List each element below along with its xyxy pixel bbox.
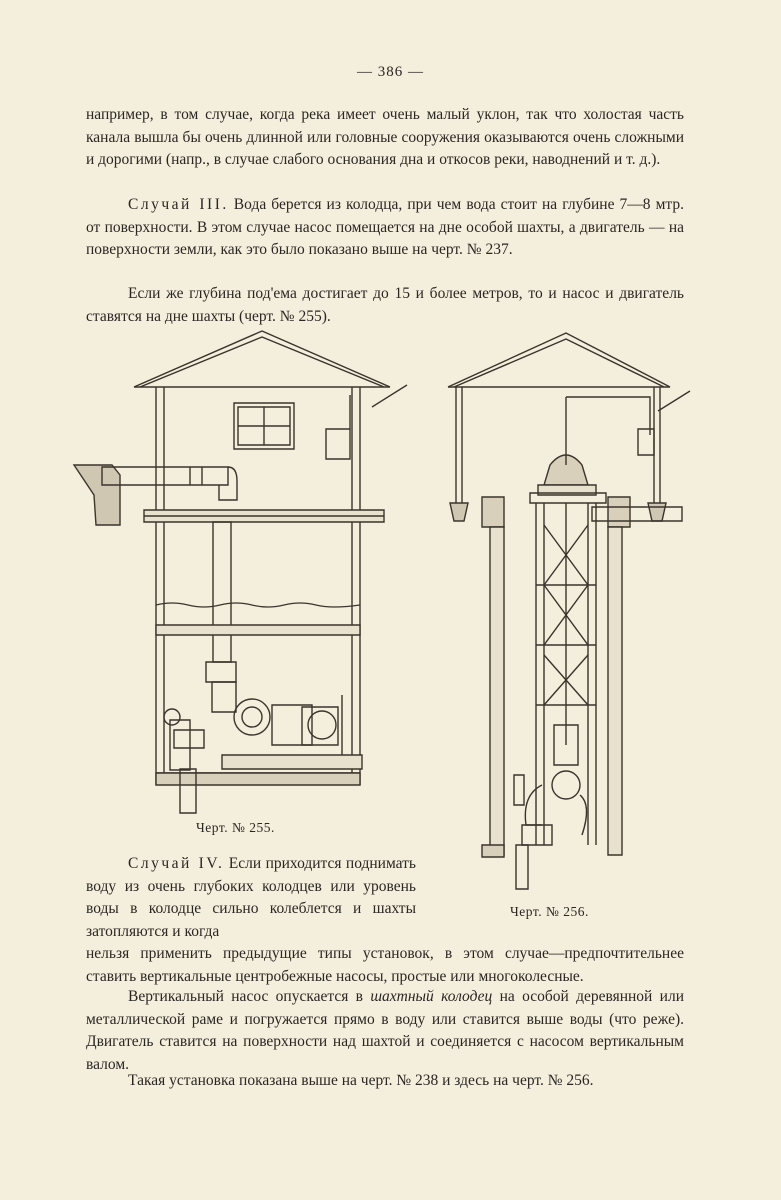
fig255-pipe-vertical [213,522,231,662]
case-4-text-start: Если приходится поднимать воду из очень глубоких колодцев или уровень воды в колодце сильно колеблется и шахты затопляются и когда [86,855,417,940]
paragraph-case-3 [86,194,684,262]
p5-text-start: Вертикальный насос опускается в [128,988,371,1005]
paragraph-case-4-end: нельзя применить предыдущие типы установок, в этом случае—предпочтительнее ставить вертикальные центробежные насосы, простые или многоколесные. [86,945,684,985]
page-number: — 386 — [357,64,424,80]
paragraph-1: например, в том случае, когда река имеет очень малый уклон, так что холостая часть канала вышла бы очень длинной или головные сооружения оказываются очень сложными и дорогими (напр., в случае слабого основания дна и откосов реки, наводнений и т. д.). [86,106,684,168]
figure-256-drawing [442,325,702,895]
p5-text-end: на особой деревянной или металлической раме и погружается прямо в воду или ставится выше воды (что реже). Двигатель ставится на поверхности над шахтой и соединяется с насосом вертикальным валом. [86,988,684,1073]
paragraph-case-4-start [86,853,416,943]
case-3-text: Вода берется из колодца, при чем вода стоит на глубине 7—8 мтр. от поверхности. В этом случае насос помещается на дне особой шахты, а двигатель — на поверхности земли, как это было показано выше на черт. № 237. [86,196,685,258]
case-3-heading: Случай III. [128,196,229,213]
figure-256-caption: Черт. № 256. [510,904,589,919]
fig256-inlet-pipe [516,845,528,889]
fig255-gauge [164,709,180,725]
case-4-heading: Случай IV. [128,855,225,872]
fig255-pump [234,699,270,735]
fig255-ground-left [74,465,120,525]
paragraph-3: Если же глубина под'ема достигает до 15 и более метров, то и насос и двигатель ставятся на дне шахты (черт. № 255). [86,285,684,325]
fig256-shaft-wall-left [490,527,504,855]
paragraph-5 [86,986,684,1076]
fig255-pump-inlet [206,662,236,682]
p5-italic-term: шахтный колодец [370,988,493,1005]
fig255-pipe-horizontal [102,467,228,485]
fig256-shaft-wall-right [608,527,622,855]
figure-255-drawing [72,325,412,815]
fig255-switch-box [326,429,350,459]
fig256-roof [448,333,670,387]
fig255-roof [134,331,390,387]
fig256-discharge-pipe [592,507,682,521]
figure-255-caption: Черт. № 255. [196,820,275,835]
fig256-switch-box [638,429,654,455]
paragraph-6: Такая установка показана выше на черт. № 238 и здесь на черт. № 256. [128,1072,594,1089]
